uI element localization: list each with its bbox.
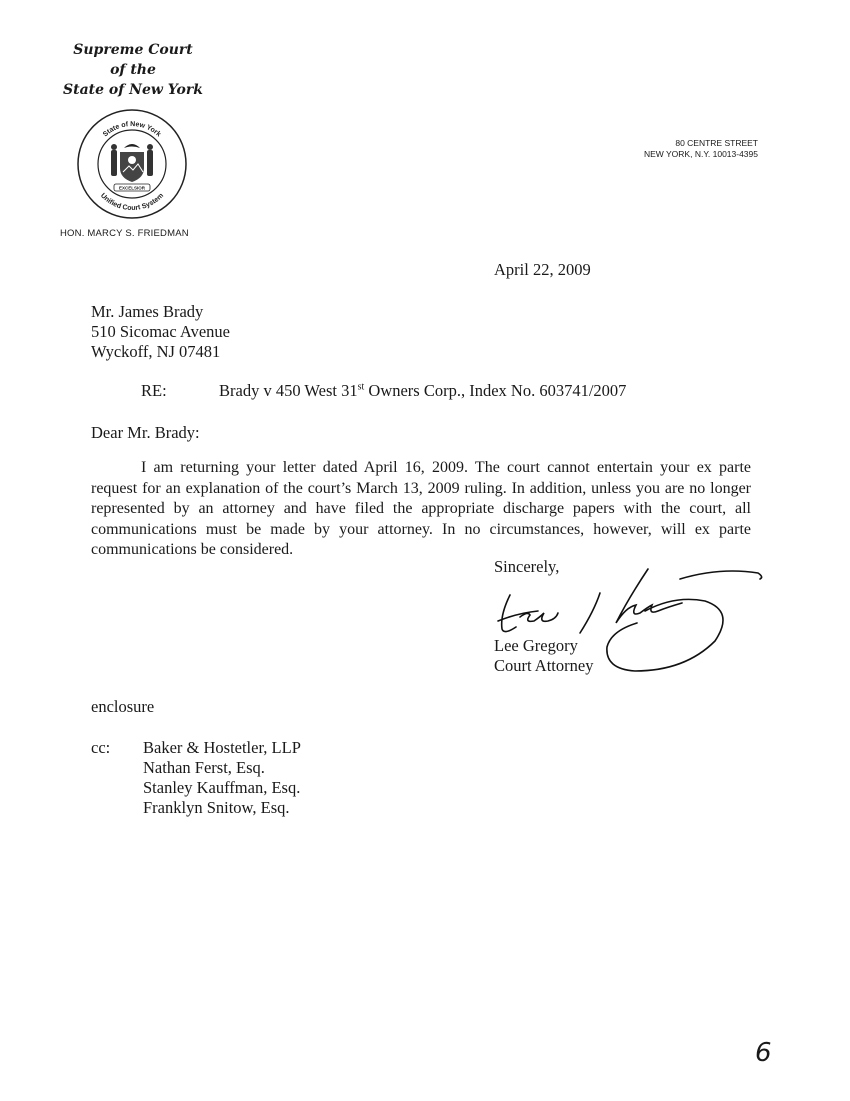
court-name-line-2: of the	[110, 62, 156, 78]
cc-recipient: Franklyn Snitow, Esq.	[143, 798, 290, 817]
svg-text:Unified Court System	[99, 192, 165, 212]
re-text-after: Owners Corp., Index No. 603741/2007	[364, 381, 627, 400]
salutation: Dear Mr. Brady:	[91, 423, 200, 442]
re-label: RE:	[141, 381, 167, 400]
handwritten-page-number: 6	[755, 1038, 772, 1068]
recipient-line-2: 510 Sicomac Avenue	[91, 322, 230, 341]
signer-block	[494, 636, 593, 676]
address-line-1: 80 CENTRE STREET	[675, 138, 758, 148]
judge-name: HON. MARCY S. FRIEDMAN	[60, 228, 189, 239]
seal-top-text: State of New York	[102, 120, 163, 139]
cc-label: cc:	[91, 738, 111, 757]
signer-name: Lee Gregory	[494, 636, 578, 655]
re-text-before: Brady v 450 West 31	[219, 381, 358, 400]
recipient-line-3: Wyckoff, NJ 07481	[91, 342, 221, 361]
court-name	[58, 40, 208, 100]
closing: Sincerely,	[494, 557, 560, 576]
court-address	[620, 138, 758, 160]
seal-bottom-text: Unified Court System	[98, 192, 166, 213]
body-paragraph: I am returning your letter dated April 16, 2009. The court cannot entertain your ex parte request for an explanation of the court’s March 13, 2009 ruling. In addition, unless you are no longer represented by an attorney and have filed the appropriate discharge papers with the court, all communications must be made by your attorney. In no circumstances, however, will ex parte communications be considered.	[91, 459, 751, 558]
recipient-address	[91, 302, 230, 362]
address-line-2: NEW YORK, N.Y. 10013-4395	[643, 149, 758, 159]
re-superscript: st	[357, 381, 365, 393]
cc-recipient: Stanley Kauffman, Esq.	[143, 778, 301, 797]
court-name-line-3: State of New York	[63, 82, 203, 98]
cc-recipient: Nathan Ferst, Esq.	[143, 758, 265, 777]
cc-recipient: Baker & Hostetler, LLP	[143, 738, 301, 757]
letter-date: April 22, 2009	[494, 260, 591, 279]
court-name-line-1: Supreme Court	[73, 42, 193, 58]
enclosure-note: enclosure	[91, 697, 155, 716]
recipient-line-1: Mr. James Brady	[91, 302, 204, 321]
cc-list	[143, 738, 301, 818]
court-seal-icon	[76, 108, 188, 220]
re-subject	[219, 381, 626, 401]
seal-ribbon-text: EXCELSIOR	[118, 185, 146, 191]
signer-title: Court Attorney	[494, 656, 594, 675]
